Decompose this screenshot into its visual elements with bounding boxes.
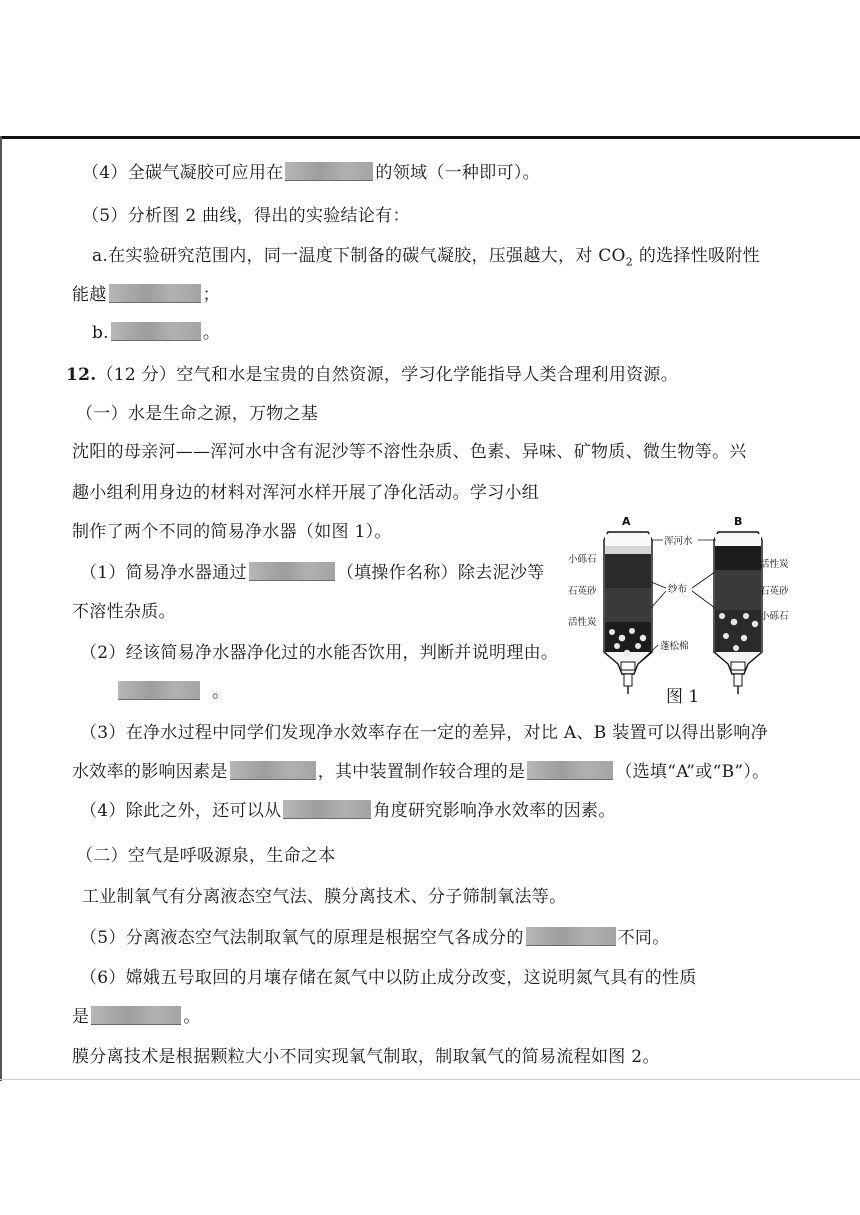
- answer-blank-s4[interactable]: [283, 800, 371, 819]
- question-12-number: 12.: [66, 365, 97, 385]
- question-5b-end: 。: [202, 323, 221, 343]
- answer-blank-s6[interactable]: [91, 1006, 181, 1025]
- label-quartz-b: 石英砂: [760, 586, 789, 597]
- label-carbon-a: 活性炭: [568, 617, 597, 628]
- answer-blank-s5[interactable]: [526, 927, 616, 946]
- question-5-line: [82, 205, 410, 227]
- bottle-a: [604, 532, 652, 694]
- question-4-text: （4）全碳气凝胶可应用在: [82, 163, 284, 183]
- section-2-text: （二）空气是呼吸源泉，生命之本: [76, 846, 336, 866]
- label-a: A: [622, 515, 631, 528]
- subquestion-5-text: （5）分离液态空气法制取氧气的原理是根据空气各成分的: [80, 928, 524, 948]
- subquestion-3-end: （选填“A”或“B”）。: [615, 762, 770, 782]
- subquestion-2-text: （2）经该简易净水器净化过的水能否饮用，判断并说明理由。: [80, 643, 559, 663]
- answer-blank-q5a[interactable]: [109, 284, 201, 303]
- section-1-heading: [76, 403, 318, 425]
- paragraph-1-line-1: [72, 441, 747, 463]
- answer-blank-s1[interactable]: [249, 562, 335, 581]
- subquestion-2-end: 。: [212, 682, 230, 702]
- paragraph-1-text-3: 制作了两个不同的简易净水器（如图 1）。: [72, 522, 392, 542]
- subquestion-6-text: （6）嫦娥五号取回的月壤存储在氮气中以防止成分改变，这说明氮气具有的性质: [80, 968, 697, 988]
- question-5b-line: [92, 322, 220, 344]
- answer-blank-q4[interactable]: [285, 162, 373, 181]
- subquestion-6-end: 。: [183, 1007, 201, 1027]
- paragraph-2-text: 工业制氧气有分离液态空气法、膜分离技术、分子筛制氧法等。: [82, 887, 567, 907]
- subquestion-1-text: （1）简易净水器通过: [80, 563, 247, 583]
- question-5a-text-end: 的选择性吸附性: [633, 246, 760, 266]
- label-gravel-a: 小砾石: [568, 554, 597, 565]
- subquestion-4-end: 角度研究影响净水效率的因素。: [373, 801, 616, 821]
- question-12-text: （12 分）空气和水是宝贵的自然资源，学习化学能指导人类合理利用资源。: [96, 365, 679, 385]
- top-border: [0, 136, 860, 139]
- label-cotton: 蓬松棉: [660, 641, 689, 652]
- label-quartz-a: 石英砂: [568, 586, 597, 597]
- subquestion-5-end: 不同。: [617, 928, 670, 948]
- section-2-heading: [76, 845, 336, 867]
- question-5a-text: a.在实验研究范围内，同一温度下制备的碳气凝胶，压强越大，对 CO: [92, 246, 626, 266]
- question-5a-line: [92, 245, 760, 273]
- water-purifier-figure: [560, 512, 790, 702]
- subquestion-1-line: [80, 562, 544, 584]
- figure-1-caption: 图 1: [666, 687, 700, 707]
- answer-blank-q5b[interactable]: [111, 322, 201, 341]
- subquestion-5-line: [80, 927, 670, 949]
- subquestion-3-cont-line: [72, 761, 769, 783]
- left-border: [0, 136, 2, 1081]
- label-muddy-water: 浑河水: [664, 536, 693, 547]
- label-b: B: [734, 515, 743, 528]
- subquestion-1-cont-text: 不溶性杂质。: [72, 602, 176, 622]
- paragraph-1-text-1: 沈阳的母亲河——浑河水中含有泥沙等不溶性杂质、色素、异味、矿物质、微生物等。兴: [72, 442, 747, 462]
- answer-blank-s3-factor[interactable]: [230, 761, 316, 780]
- question-5b-label: b.: [92, 323, 109, 343]
- question-5-text: （5）分析图 2 曲线，得出的实验结论有：: [82, 206, 410, 226]
- subquestion-3-cont-text: 水效率的影响因素是: [72, 762, 228, 782]
- subquestion-4-text: （4）除此之外，还可以从: [80, 801, 282, 821]
- subquestion-3-mid-text: ，其中装置制作较合理的是: [317, 762, 526, 782]
- co2-subscript: 2: [625, 255, 634, 269]
- subquestion-2-answer-line: [116, 681, 229, 703]
- subquestion-3-text: （3）在净水过程中同学们发现净水效率存在一定的差异，对比 A、B 装置可以得出影响净: [80, 723, 768, 743]
- answer-blank-s3-choice[interactable]: [527, 761, 613, 780]
- paragraph-1-line-3: [72, 521, 392, 543]
- section-1-text: （一）水是生命之源，万物之基: [76, 404, 319, 424]
- question-5a-cont-text: 能越: [72, 285, 107, 305]
- label-carbon-b: 活性炭: [760, 559, 789, 570]
- question-4-text-end: 的领域（一种即可）。: [375, 163, 540, 183]
- subquestion-6-line: [80, 967, 697, 989]
- question-5a-cont-end: ；: [202, 285, 220, 305]
- subquestion-1-cont-line: [72, 601, 176, 623]
- question-12-line: [66, 364, 678, 386]
- subquestion-2-line: [80, 642, 558, 664]
- subquestion-6-cont-line: [72, 1006, 201, 1028]
- subquestion-4-line: [80, 800, 616, 822]
- subquestion-1-text-end: （填操作名称）除去泥沙等: [336, 563, 545, 583]
- question-4-line: [82, 162, 540, 184]
- label-gravel-b: 小砾石: [760, 611, 789, 622]
- paragraph-1-text-2: 趣小组利用身边的材料对浑河水样开展了净化活动。学习小组: [72, 483, 540, 503]
- paragraph-3-text: 膜分离技术是根据颗粒大小不同实现氧气制取，制取氧气的简易流程如图 2。: [72, 1047, 660, 1067]
- subquestion-6-cont-text: 是: [72, 1007, 90, 1027]
- paragraph-1-line-2: [72, 482, 539, 504]
- label-gauze: 纱布: [668, 584, 688, 595]
- paragraph-2-line: [82, 886, 566, 908]
- bottle-b: [714, 532, 762, 694]
- subquestion-3-line: [80, 722, 768, 744]
- paragraph-3-line: [72, 1046, 660, 1068]
- answer-blank-s2[interactable]: [118, 681, 200, 700]
- question-5a-cont-line: [72, 284, 220, 306]
- bottom-border: [0, 1079, 860, 1080]
